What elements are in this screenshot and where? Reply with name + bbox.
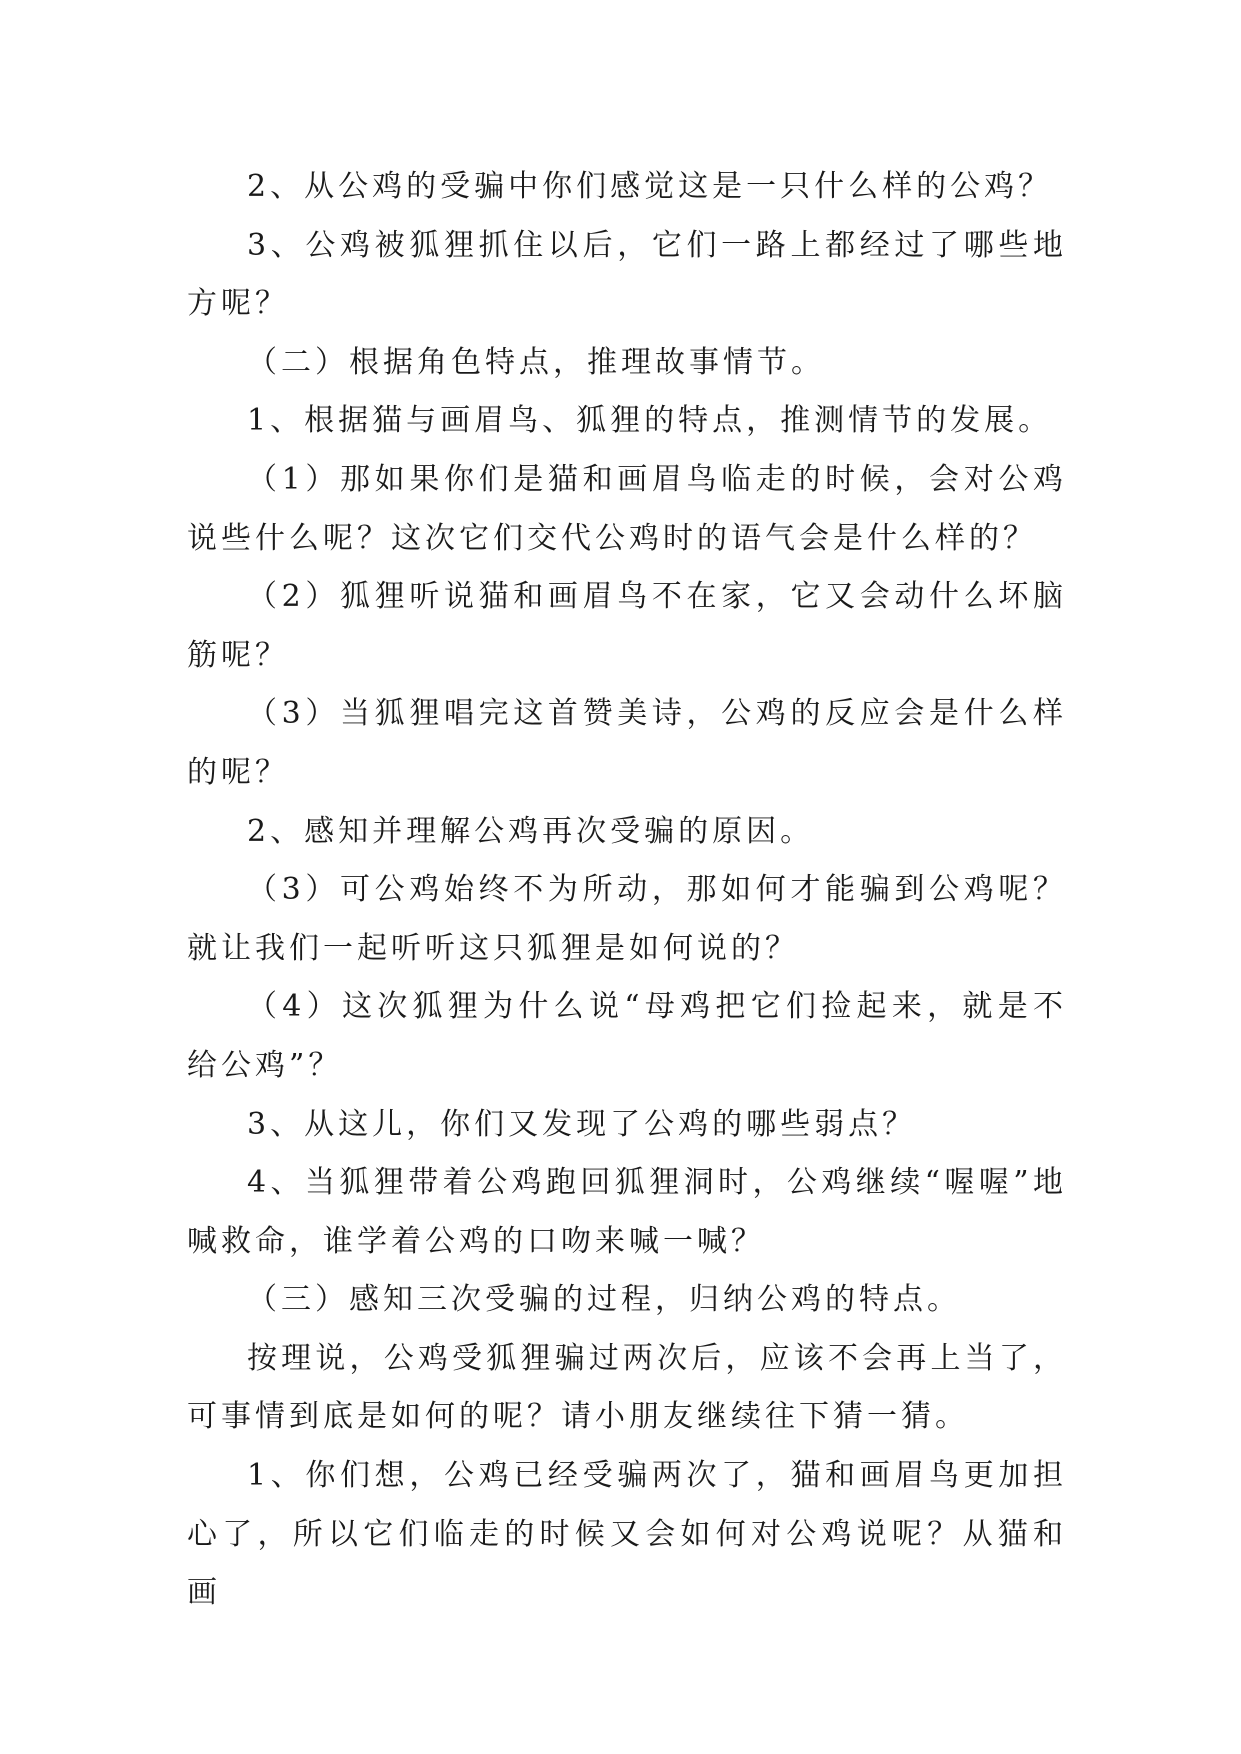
- paragraph-step-4: 4、当狐狸带着公鸡跑回狐狸洞时，公鸡继续“喔喔”地喊救命，谁学着公鸡的口吻来喊一喊？: [187, 1165, 1067, 1259]
- document-body: [187, 158, 1067, 1623]
- paragraph-step-1: 1、根据猫与画眉鸟、狐狸的特点，推测情节的发展。: [247, 403, 1053, 439]
- paragraph-sub-3: （3）当狐狸唱完这首赞美诗，公鸡的反应会是什么样的呢？: [187, 696, 1067, 790]
- paragraph-step-3: 3、从这儿，你们又发现了公鸡的哪些弱点？: [247, 1106, 917, 1142]
- section-heading-3: （三）感知三次受骗的过程，归纳公鸡的特点。: [247, 1282, 961, 1318]
- paragraph-step-2: 2、感知并理解公鸡再次受骗的原因。: [247, 813, 815, 849]
- paragraph-sub-4: （4）这次狐狸为什么说“母鸡把它们捡起来，就是不给公鸡”？: [187, 989, 1067, 1083]
- paragraph-step-1b: 1、你们想，公鸡已经受骗两次了，猫和画眉鸟更加担心了，所以它们临走的时候又会如何对公鸡说呢？从猫和画: [187, 1458, 1067, 1611]
- paragraph-sub-2: （2）狐狸听说猫和画眉鸟不在家，它又会动什么坏脑筋呢？: [187, 579, 1067, 673]
- section-heading-2: （二）根据角色特点，推理故事情节。: [247, 344, 825, 380]
- paragraph-intro: 按理说，公鸡受狐狸骗过两次后，应该不会再上当了，可事情到底是如何的呢？请小朋友继续往下猜一猜。: [187, 1340, 1067, 1435]
- paragraph-sub-1: （1）那如果你们是猫和画眉鸟临走的时候，会对公鸡说些什么呢？这次它们交代公鸡时的语气会是什么样的？: [187, 461, 1067, 556]
- paragraph-question-3: 3、公鸡被狐狸抓住以后，它们一路上都经过了哪些地方呢？: [187, 227, 1067, 322]
- paragraph-sub-3b: （3）可公鸡始终不为所动，那如何才能骗到公鸡呢？就让我们一起听听这只狐狸是如何说的？: [187, 872, 1067, 966]
- paragraph-question-2: 2、从公鸡的受骗中你们感觉这是一只什么样的公鸡？: [247, 169, 1053, 204]
